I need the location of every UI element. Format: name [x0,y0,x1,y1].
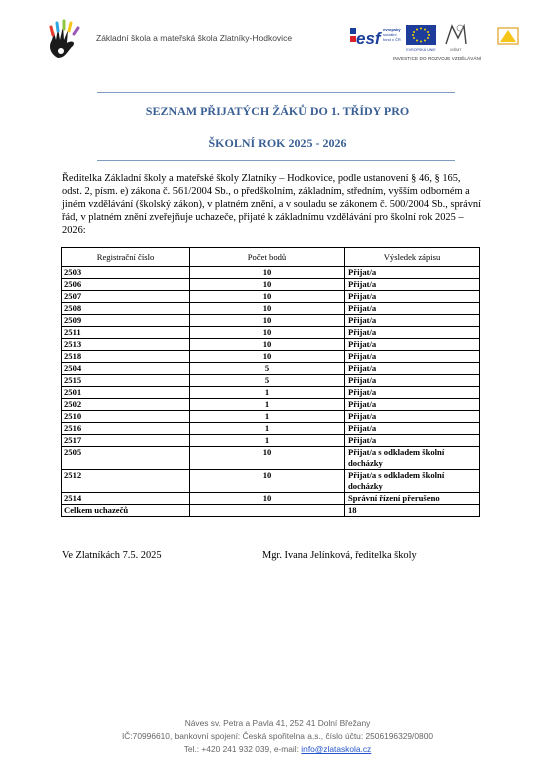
table-header-row [62,248,480,267]
footer-phone: Tel.: +420 241 932 039, e-mail: [183,744,302,754]
points-cell: 10 [190,447,345,470]
table-row [62,267,480,279]
table-row [62,435,480,447]
result-cell: Přijat/a [345,327,480,339]
points-cell: 10 [190,327,345,339]
signature: Mgr. Ivana Jelínková, ředitelka školy [262,550,417,561]
points-cell: 1 [190,411,345,423]
school-logo-hands-icon [40,18,88,66]
table-body [62,267,480,505]
header-result: Výsledek zápisu [345,248,480,267]
footer-contact [0,744,555,754]
registration-number-cell: 2504 [62,363,190,375]
points-cell: 10 [190,315,345,327]
result-cell: Přijat/a [345,291,480,303]
points-cell: 10 [190,267,345,279]
result-cell: Přijat/a [345,363,480,375]
registration-number-cell: 2501 [62,387,190,399]
result-cell: Přijat/a [345,339,480,351]
table-row [62,339,480,351]
result-cell: Přijat/a [345,387,480,399]
registration-number-cell: 2502 [62,399,190,411]
registration-number-cell: 2506 [62,279,190,291]
table-row [62,470,480,493]
registration-number-cell: 2511 [62,327,190,339]
investice-slogan: INVESTICE DO ROZVOJE VZDĚLÁVÁNÍ [393,56,482,61]
table-row [62,447,480,470]
total-empty-cell [190,505,345,517]
table-total-row [62,505,480,517]
result-cell: Přijat/a s odkladem školní docházky [345,470,480,493]
table-row [62,327,480,339]
registration-number-cell: 2512 [62,470,190,493]
points-cell: 10 [190,470,345,493]
points-cell: 10 [190,339,345,351]
msmt-label: MŠMT [450,48,462,52]
table-row [62,303,480,315]
result-cell: Přijat/a [345,423,480,435]
points-cell: 1 [190,387,345,399]
points-cell: 5 [190,363,345,375]
accepted-pupils-table [61,247,480,517]
table-row [62,375,480,387]
header-registration-number: Registrační číslo [62,248,190,267]
table-row [62,315,480,327]
table-row [62,387,480,399]
points-cell: 10 [190,493,345,505]
result-cell: Přijat/a [345,267,480,279]
msmt-logo-icon [446,25,466,52]
svg-text:fond v ČR: fond v ČR [383,37,401,42]
footer-email-link[interactable]: info@zlataskola.cz [301,744,372,754]
school-name: Základní škola a mateřská škola Zlatníky-Hodkovice [96,33,293,43]
svg-text:sociální: sociální [383,32,397,37]
registration-number-cell: 2515 [62,375,190,387]
registration-number-cell: 2510 [62,411,190,423]
place-and-date: Ve Zlatníkách 7.5. 2025 [62,550,162,561]
svg-text:evropský: evropský [383,27,401,32]
total-label: Celkem uchazečů [62,505,190,517]
esf-label: esf [356,29,381,48]
title-bottom-rule [97,160,455,161]
points-cell: 10 [190,351,345,363]
registration-number-cell: 2518 [62,351,190,363]
result-cell: Přijat/a s odkladem školní docházky [345,447,480,470]
esf-logo-icon [350,27,401,48]
table-row [62,291,480,303]
eu-label: EVROPSKÁ UNIE [406,48,436,52]
result-cell: Přijat/a [345,375,480,387]
points-cell: 10 [190,291,345,303]
table-row [62,493,480,505]
title-top-rule [97,92,455,93]
registration-number-cell: 2517 [62,435,190,447]
registration-number-cell: 2507 [62,291,190,303]
table-row [62,351,480,363]
school-badge-icon [498,28,518,44]
result-cell: Přijat/a [345,411,480,423]
points-cell: 10 [190,279,345,291]
registration-number-cell: 2508 [62,303,190,315]
result-cell: Přijat/a [345,303,480,315]
footer-bank: IČ:70996610, bankovní spojení: Česká spořitelna a.s., číslo účtu: 2506196329/0800 [121,731,434,741]
document-title-line2: ŠKOLNÍ ROK 2025 - 2026 [208,136,347,150]
result-cell: Přijat/a [345,315,480,327]
registration-number-cell: 2514 [62,493,190,505]
total-value: 18 [345,505,480,517]
result-cell: Přijat/a [345,435,480,447]
points-cell: 10 [190,303,345,315]
registration-number-cell: 2505 [62,447,190,470]
registration-number-cell: 2513 [62,339,190,351]
result-cell: Správní řízení přerušeno [345,493,480,505]
registration-number-cell: 2516 [62,423,190,435]
intro-paragraph: Ředitelka Základní školy a mateřské školy Zlatníky – Hodkovice, podle ustanovení § 46, § 165, odst. 2, písm. e) zákona č. 561/2004 Sb., o předškolním, základním, středním, vyšším odborném a jiném vzdělávání (školský zákon), v platném znění, a v souladu se zákonem č. 500/2004 Sb., správní řád, v platném znění zveřejňuje uchazeče, přijaté k základnímu vzdělávání pro školní rok 2025 – 2026: [62,173,481,236]
points-cell: 1 [190,399,345,411]
table-row [62,423,480,435]
page-header [0,0,555,80]
eu-funding-logos [350,22,525,68]
document-title-line1: SEZNAM PŘIJATÝCH ŽÁKŮ DO 1. TŘÍDY PRO [145,104,410,118]
table-row [62,363,480,375]
points-cell: 1 [190,435,345,447]
header-points: Počet bodů [190,248,345,267]
footer-address: Náves sv. Petra a Pavla 41, 252 41 Dolní Břežany [184,718,371,728]
eu-flag-icon [406,25,436,52]
registration-number-cell: 2509 [62,315,190,327]
table-row [62,279,480,291]
table-row [62,411,480,423]
points-cell: 5 [190,375,345,387]
result-cell: Přijat/a [345,351,480,363]
registration-number-cell: 2503 [62,267,190,279]
table-row [62,399,480,411]
result-cell: Přijat/a [345,279,480,291]
result-cell: Přijat/a [345,399,480,411]
points-cell: 1 [190,423,345,435]
